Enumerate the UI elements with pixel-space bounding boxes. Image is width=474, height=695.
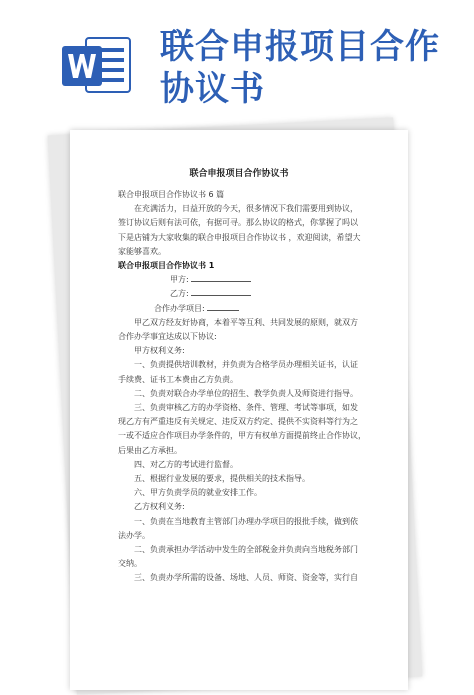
doc-line: 在充满活力，日益开放的今天，很多情况下我们需要用到协议， <box>134 204 358 214</box>
party-a-blank <box>191 273 251 282</box>
clause-line: 交纳。 <box>118 559 142 569</box>
clause-line: 三、负责办学所需的设备、场地、人员、师资、资金等，实行自 <box>134 573 358 583</box>
clause-line: 三、负责审核乙方的办学资格、条件、管理、考试等事项，如发 <box>134 403 358 413</box>
clause-line: 一、负责在当地教育主管部门办理办学项目的报批手续，做到依 <box>134 516 358 526</box>
clause-line: 一、负责提供培训教材，并负责为合格学员办理相关证书，认证 <box>134 360 358 370</box>
clause-line: 六、甲方负责学员的就业安排工作。 <box>134 488 262 498</box>
party-b-blank <box>191 287 251 296</box>
clause-line: 甲乙双方经友好协商，本着平等互利、共同发展的原则，就双方 <box>134 317 358 327</box>
party-b-field <box>118 287 368 301</box>
clause-line: 五、根据行业发展的要求，提供相关的技术指导。 <box>134 474 310 484</box>
project-field <box>118 302 368 316</box>
document-title: 联合申报项目合作协议书 <box>189 169 289 179</box>
word-logo-icon <box>62 34 132 96</box>
clause-line: 二、负责对联合办学单位的招生、教学负责人及师资进行指导。 <box>134 388 358 398</box>
project-label: 合作办学项目: <box>154 303 205 313</box>
clause-line: 甲方权利义务: <box>134 346 185 356</box>
page-header <box>0 0 474 118</box>
party-b-label: 乙方: <box>170 289 189 299</box>
clause-line: 四、对乙方的考试进行监督。 <box>134 459 238 469</box>
clause-line: 一或不适应合作项目办学条件的，甲方有权单方面提前终止合作协议， <box>118 431 366 441</box>
clause-line: 二、负责承担办学活动中发生的全部税金并负责向当地税务部门 <box>134 545 358 555</box>
section-heading: 联合申报项目合作协议书 1 <box>118 261 215 271</box>
page-title: 联合申报项目合作协议书 <box>160 27 440 109</box>
clause-line: 乙方权利义务: <box>134 502 185 512</box>
party-a-label: 甲方: <box>170 275 189 285</box>
doc-line: 家能够喜欢。 <box>118 246 166 256</box>
party-a-field <box>118 273 368 287</box>
document-body <box>118 188 368 586</box>
clause-line: 现乙方有严重违反有关规定、违反双方约定、提供不实资料等行为之 <box>118 417 358 427</box>
doc-line: 联合申报项目合作协议书 6 篇 <box>118 190 225 199</box>
clause-line: 后果由乙方承担。 <box>118 445 182 455</box>
doc-line: 签订协议后则有法可依，有据可寻。那么协议的格式，你掌握了吗以 <box>118 218 358 228</box>
clause-line: 法办学。 <box>118 530 150 540</box>
document-page <box>70 130 408 690</box>
doc-line: 下是店铺为大家收集的联合申报项目合作协议书 ，欢迎阅读，希望大 <box>118 232 361 242</box>
clause-line: 合作办学事宜达成以下协议: <box>118 332 217 342</box>
clause-line: 手续费、证书工本费由乙方负责。 <box>118 374 238 384</box>
project-blank <box>207 302 239 311</box>
